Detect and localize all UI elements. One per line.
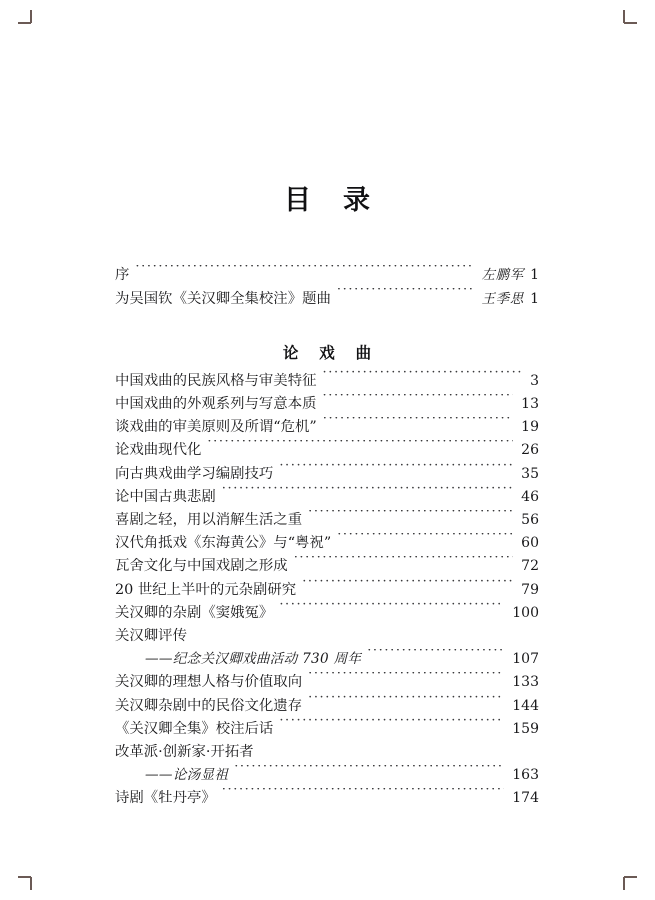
toc-subentry[interactable] [115,648,539,671]
crop-mark-top-left-icon [18,10,40,32]
toc-page-number: 79 [521,581,539,598]
toc-entry-label: 谈戏曲的审美原则及所谓“危机” [115,419,317,436]
toc-entry-label: 瓦舍文化与中国戏剧之形成 [115,558,288,575]
toc-entry[interactable] [115,288,539,311]
toc-entry-label: 关汉卿评传 [115,628,187,645]
toc-page-number: 56 [521,512,539,529]
crop-mark-top-right-icon [615,10,637,32]
page-title: 目 录 [283,185,382,216]
toc-dot-leader [279,463,513,477]
toc-entry[interactable] [115,625,539,648]
toc-entry[interactable] [115,671,539,694]
toc-entry-label: 论戏曲现代化 [115,442,202,459]
toc-entry-label: 关汉卿杂剧中的民俗文化遗存 [115,697,303,714]
toc-dot-leader [279,718,504,732]
toc-page-number: 60 [521,535,539,552]
toc-entry-label: 改革派·创新家·开拓者 [115,744,254,761]
toc-entry-label: 向古典戏曲学习编剧技巧 [115,465,274,482]
toc-entry-author: 左鹏军 [481,268,525,284]
toc-page-number: 174 [512,790,539,807]
toc-entry-label: 为吴国钦《关汉卿全集校注》题曲 [115,290,331,307]
toc-page-number: 13 [521,396,539,412]
toc-page-number: 1 [530,267,539,284]
toc-entry[interactable] [115,486,539,509]
toc-dot-leader [279,602,504,616]
section-heading: 论 戏 曲 [282,342,379,362]
toc-page-number: 100 [512,604,539,621]
toc-entry-label: 《关汉卿全集》校注后话 [115,720,274,737]
toc-entry[interactable] [115,695,539,718]
toc-page-number: 35 [521,465,539,482]
toc-entry-label: 20 世纪上半叶的元杂剧研究 [115,581,297,598]
toc-dot-leader [302,579,513,593]
toc-dot-leader [207,440,513,454]
toc-subentry[interactable] [115,764,539,787]
toc-entry[interactable] [115,416,539,439]
section-entries [115,370,539,811]
toc-content [115,0,539,811]
crop-mark-bottom-right-icon [615,868,637,890]
toc-dot-leader [322,394,513,408]
toc-page-number: 144 [512,697,539,714]
toc-entry-label: 中国戏曲的外观系列与写意本质 [115,396,317,412]
toc-entry[interactable] [115,264,539,287]
toc-dot-leader [308,695,504,709]
toc-entry-label: 论中国古典悲剧 [115,488,216,505]
toc-entry[interactable] [115,555,539,578]
toc-entry-label: 诗剧《牡丹亭》 [115,790,216,807]
toc-entry[interactable] [115,579,539,602]
toc-entry-label: 序 [115,267,130,284]
toc-page-number: 133 [512,674,539,691]
toc-page-number: 46 [521,488,539,505]
toc-entry[interactable] [115,509,539,532]
toc-entry-author: 王季思 [481,291,525,307]
crop-mark-bottom-left-icon [18,868,40,890]
toc-page-number: 159 [512,720,539,737]
toc-dot-leader [222,788,505,802]
toc-entry[interactable] [115,463,539,486]
toc-page-number: 19 [521,419,539,436]
toc-dot-leader [308,672,504,686]
toc-entry[interactable] [115,741,539,764]
toc-entry[interactable] [115,718,539,741]
toc-dot-leader [222,486,513,500]
toc-page-number: 1 [530,290,539,307]
toc-dot-leader [322,370,522,384]
toc-entry-label: ——纪念关汉卿戏曲活动 730 周年 [145,651,362,668]
section-list [115,341,539,811]
toc-page-number: 72 [521,558,539,575]
toc-page-number: 163 [512,767,539,784]
toc-dot-leader [337,288,475,302]
toc-entry[interactable] [115,602,539,625]
toc-dot-leader [337,533,513,547]
toc-entry-label: 中国戏曲的民族风格与审美特征 [115,372,317,389]
toc-page-number: 26 [521,442,539,459]
toc-entry[interactable] [115,532,539,555]
toc-entry[interactable] [115,439,539,462]
toc-entry-label: 喜剧之轻，用以消解生活之重 [115,512,303,529]
toc-page-number: 107 [512,651,539,668]
toc-dot-leader [294,556,513,570]
toc-entry-label: 关汉卿的杂剧《窦娥冤》 [115,604,274,621]
toc-entry-label: 关汉卿的理想人格与价值取向 [115,674,303,691]
toc-dot-leader [323,417,513,431]
toc-entry-label: 汉代角抵戏《东海黄公》与“粤祝” [115,535,332,552]
toc-dot-leader [308,510,513,524]
toc-entry[interactable] [115,787,539,810]
toc-dot-leader [234,765,504,779]
toc-entry[interactable] [115,393,539,416]
toc-dot-leader [367,649,504,663]
toc-entry[interactable] [115,370,539,393]
toc-entry-label: ——论汤显祖 [145,767,229,784]
toc-dot-leader [135,265,474,279]
front-matter-list [115,264,539,310]
toc-page-number: 3 [530,372,539,389]
